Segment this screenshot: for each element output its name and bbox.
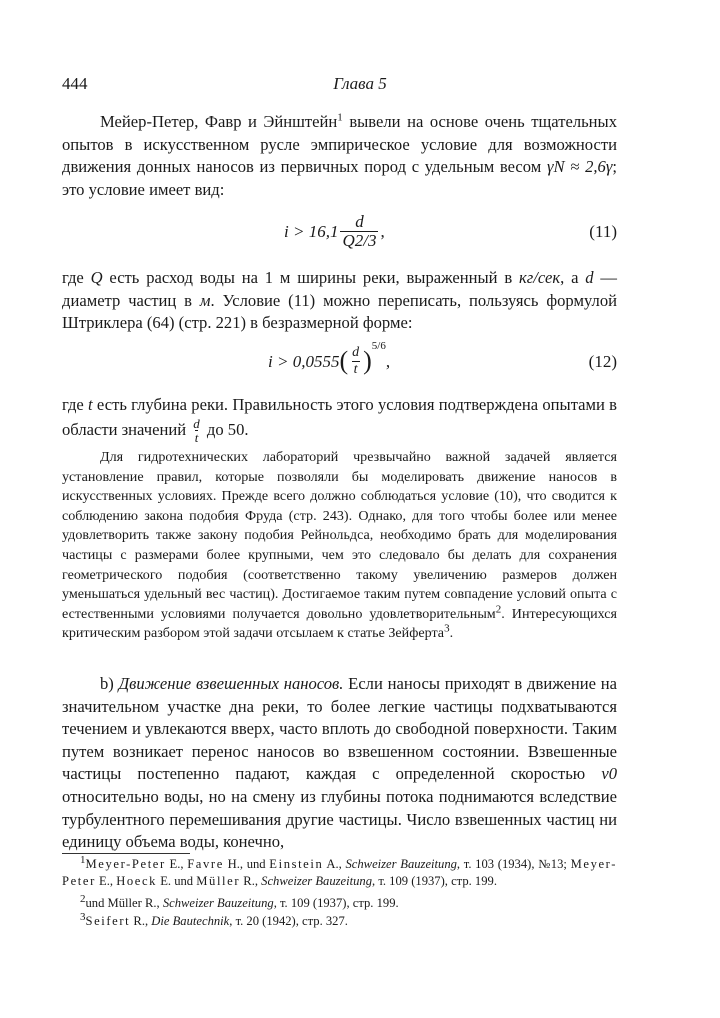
page-number: 444 [62, 74, 88, 93]
small-text: Для гидротехнических лабораторий чрезвычайно важной задачей является установление правил, которые позволяли бы моделировать движение наносов в искусственных условиях. Прежде всего должно соблюдаться условие (10), что сводится к соблюдению закона подобия Фруда (стр. 243). Однако, для того чтобы более или менее удовлетворить также закону подобия Рейнольдса, необходимо брать для моделирования частицы с размерами более крупными, чем это следовало бы делать для сохранения геометрического подобия (соответственно такому увеличению размеров должен уменьшаться удельный вес частиц). Достигаемое таким путем совпадение условий опыта с естественными условиями получается довольно удовлетворительным [62, 449, 617, 622]
paragraph-3-text-b: есть глубина реки. Правильность этого условия подтверждена опытами в области значений [62, 395, 617, 439]
footnote-ref-1: 1 [337, 111, 343, 124]
gamma-condition: γN ≈ 2,6γ [546, 157, 613, 177]
eq12-exponent: 5/6 [371, 340, 386, 352]
paragraph-4-text-2: относительно воды, но на смену из глубины потока поднимаются вследствие турбулентного перемешивания другие частицы. Число взвешенных частиц ни единицу объема воды, конечно, [62, 786, 617, 852]
footnote-1-author-4: Meyer-Peter [62, 857, 617, 888]
footnote-1-author-5: Hoeck [116, 873, 158, 888]
paragraph-2-text-e: — диаметр частиц в [62, 268, 617, 310]
paragraph-2-text-b: есть расход воды на 1 м ширины реки, выраженный в [102, 268, 519, 287]
running-head: Глава 5 [333, 74, 387, 93]
paragraph-1-text: вывели на основе очень тщательных опытов в искусственном русле эмпирическое условие для возможности движения донных наносов из первичных пород с удельным весом [62, 112, 618, 177]
footnote-3 [62, 910, 617, 930]
eq12-left-paren: ( [339, 346, 349, 375]
eq12-right-paren: ) [363, 346, 372, 375]
inline-fraction-denominator: t [194, 430, 199, 446]
eq12-label: (12) [588, 352, 617, 371]
eq11-fraction [340, 213, 378, 251]
paragraph-2-text-c: , а [560, 268, 586, 287]
footnote-1-text-5: E. und [157, 873, 197, 888]
footnote-3-initials: R., [130, 914, 152, 928]
section-label: b) [100, 674, 119, 693]
inline-fraction-d-t [193, 417, 200, 445]
footnote-2-rest: , т. 109 (1937), стр. 199. [273, 896, 399, 910]
eq12-fraction [350, 346, 361, 377]
eq11-tail: , [380, 222, 385, 241]
paragraph-2-text-a: где [62, 268, 91, 287]
footnote-1-author-3: Einstein [269, 857, 324, 871]
footnote-1-text-2: H., und [223, 857, 270, 871]
footnote-1-mark: 1 [80, 853, 86, 866]
eq11-denominator: Q2/3 [342, 231, 377, 251]
footnote-1-author-1: Meyer-Peter [85, 857, 166, 871]
equation-11 [62, 208, 617, 256]
small-print-paragraph [62, 448, 617, 644]
paragraph-3 [62, 394, 617, 445]
footnote-3-mark: 3 [80, 910, 86, 923]
paragraph-3-text-c: до 50. [202, 419, 249, 439]
footnote-1-text-4: E., [95, 873, 117, 888]
paragraph-4 [62, 673, 617, 854]
footnote-3-journal: Die Bautechnik [151, 914, 230, 928]
footnote-1-ref-1: , т. 103 (1934), №13; [456, 857, 571, 871]
footnote-2-mark: 2 [80, 892, 86, 905]
small-text-2: . Интересующихся критическим разбором этой задачи отсылаем к статье Зейферта [62, 605, 617, 642]
inline-fraction-numerator: d [193, 415, 200, 431]
eq12-numerator: d [352, 345, 360, 361]
footnote-1-text-3: A., [323, 857, 346, 871]
footnote-1-journal-2: Schweizer Bauzeitung [261, 873, 373, 888]
eq12-tail: , [385, 352, 391, 371]
footnote-2 [62, 892, 617, 912]
footnote-3-author: Seifert [85, 914, 131, 928]
footnote-1-author-6: Müller [196, 873, 241, 888]
footnote-1-text-6: R., [240, 873, 262, 888]
authors-text: Мейер-Петер, Фавр и Эйнштейн [100, 112, 338, 131]
symbol-v0: v0 [601, 764, 617, 784]
symbol-Q: Q [90, 268, 103, 287]
symbol-t: t [88, 395, 93, 414]
eq11-lhs: i > 16,1 [284, 222, 339, 241]
paragraph-1 [62, 111, 617, 201]
footnote-1 [62, 853, 617, 890]
eq11-numerator: d [355, 212, 364, 232]
paragraph-2 [62, 267, 617, 335]
paragraph-1-end: ; это условие имеет вид: [62, 157, 617, 199]
unit-kg-sec: кг/сек [519, 268, 561, 287]
unit-m: м [199, 290, 211, 310]
section-title: Движение взвешенных наносов. [118, 674, 344, 693]
footnote-2-journal: Schweizer Bauzeitung [162, 896, 274, 910]
footnote-3-rest: , т. 20 (1942), стр. 327. [229, 914, 348, 928]
paragraph-4-text: Если наносы приходят в движение на значительном участке дна реки, то более легкие частицы подхватываются течением и увлекаются вверх, часто вплоть до свободной поверхности. Таким путем возникает перенос наносов во взвешенном состоянии. Взвешенные частицы постепенно падают, каждая с определенной скоростью [62, 674, 617, 784]
footnote-1-ref-2: , т. 109 (1937), стр. 199. [372, 873, 497, 888]
symbol-d: d [585, 268, 594, 287]
footnote-ref-2: 2 [495, 603, 502, 616]
footnote-1-journal-1: Schweizer Bauzeitung [345, 857, 457, 871]
small-text-end: . [449, 625, 454, 642]
paragraph-3-text-a: где [62, 395, 89, 414]
eq12-denominator: t [353, 362, 358, 378]
equation-12 [62, 338, 617, 386]
footnote-1-author-2: Favre [187, 857, 224, 871]
paragraph-2-text-f: . Условие (11) можно переписать, пользуясь формулой Штриклера (64) (стр. 221) в безразмерной форме: [62, 290, 617, 333]
footnote-ref-3: 3 [444, 622, 450, 635]
eq11-label: (11) [589, 222, 617, 241]
footnote-2-text: und Müller R., [85, 896, 163, 910]
footnote-1-text-1: E., [165, 857, 188, 871]
eq12-lhs: i > 0,0555 [268, 352, 340, 371]
